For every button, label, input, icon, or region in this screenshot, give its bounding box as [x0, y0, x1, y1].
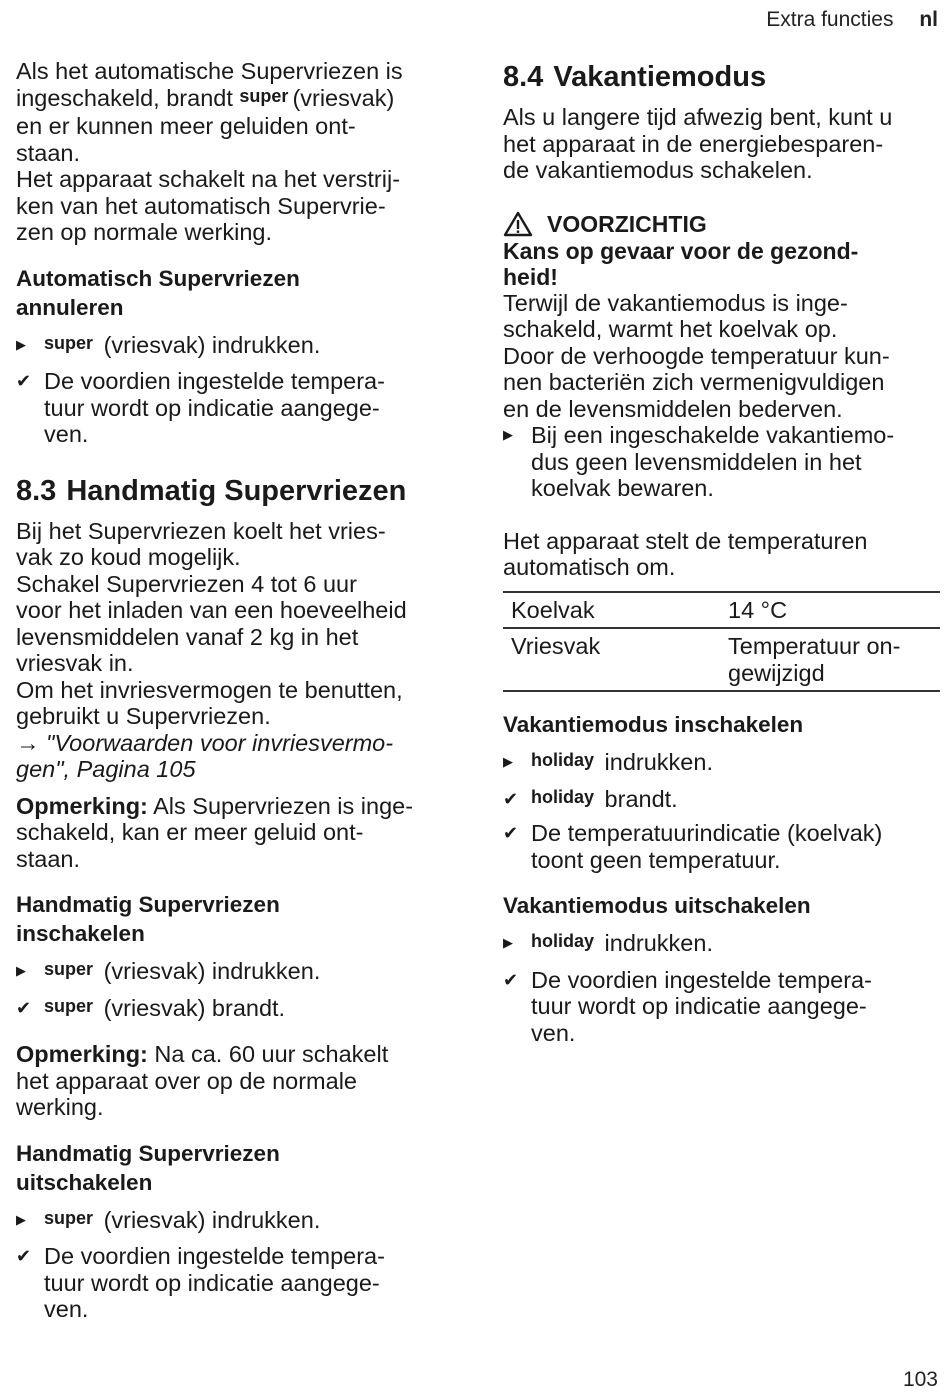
vakantie-on-result: ✔ holiday brandt. — [503, 785, 678, 812]
warning-body: Terwijl de vakantiemodus is inge- schakeld, warmt het koelvak op. Door de verhoogde temperatuur kun- nen bacteriën zich vermenigvuldigen en de levensmiddelen bederven. — [503, 289, 890, 422]
holiday-key-label: holiday — [531, 786, 595, 807]
vakantie-on-step: ▶ holiday indrukken. — [503, 749, 713, 775]
super-key-label: super — [44, 1207, 94, 1228]
table-cell-value: 14 °C — [720, 592, 940, 629]
header-section-title: Extra functies — [766, 8, 894, 31]
triangle-right-icon: ▶ — [503, 935, 513, 950]
page-header — [766, 8, 938, 32]
cross-reference-link[interactable]: → "Voorwaarden voor invriesvermo- — [16, 729, 394, 756]
warning-subtitle: Kans op gevaar voor de gezond- heid! — [503, 237, 859, 290]
check-mark-icon: ✔ — [16, 997, 32, 1018]
section-heading-8-3: 8.3 Handmatig Supervriezen — [16, 474, 407, 507]
table-row — [503, 628, 940, 691]
check-mark-icon: ✔ — [503, 788, 519, 809]
check-mark-icon: ✔ — [503, 823, 519, 843]
check-mark-icon: ✔ — [16, 1246, 32, 1266]
manual-on-result: ✔ super (vriesvak) brandt. — [16, 994, 286, 1021]
note-1: Opmerking: Als Supervriezen is inge- schakeld, kan er meer geluid ont- staan. — [16, 792, 414, 872]
note-label: Opmerking: — [16, 792, 148, 819]
table-cell-zone: Koelvak — [503, 592, 720, 629]
check-mark-icon: ✔ — [503, 969, 519, 990]
table-cell-zone: Vriesvak — [503, 628, 720, 691]
super-key-label: super — [239, 85, 289, 106]
note-2: Opmerking: Na ca. 60 uur schakelt het apparaat over op de normale werking. — [16, 1041, 389, 1120]
right-column — [503, 58, 940, 1046]
holiday-key-label: holiday — [531, 931, 595, 951]
super-key-label: super — [44, 959, 94, 979]
auto-temperature-text: Het apparaat stelt de temperaturen automatisch om. — [503, 527, 868, 580]
cancel-step: ▶ super (vriesvak) indrukken. — [16, 331, 321, 358]
cross-reference-link-continued[interactable]: gen", Pagina 105 — [16, 756, 196, 782]
super-key-label: super — [44, 995, 94, 1016]
vakantie-off-heading: Vakantiemodus uitschakelen — [503, 893, 811, 918]
manual-off-heading: Handmatig Supervriezen uitschakelen — [16, 1140, 280, 1195]
table-cell-value: Temperatuur on- gewijzigd — [720, 628, 940, 691]
left-column — [16, 58, 456, 1323]
cancel-heading: Automatisch Supervriezen annuleren — [16, 265, 300, 320]
header-language: nl — [919, 8, 938, 31]
manual-on-heading: Handmatig Supervriezen inschakelen — [16, 892, 280, 946]
manual-off-result: ✔ De voordien ingestelde tempera- tuur wordt op indicatie aangege- ven. — [16, 1243, 385, 1322]
manual-on-step: ▶ super (vriesvak) indrukken. — [16, 958, 321, 984]
warning-triangle-icon — [503, 211, 533, 237]
triangle-right-icon: ▶ — [16, 963, 26, 978]
manual-off-step: ▶ super (vriesvak) indrukken. — [16, 1206, 321, 1233]
vakantiemodus-intro: Als u langere tijd afwezig bent, kunt u het apparaat in de energiebesparen- de vakantiemodus schakelen. — [503, 104, 893, 183]
warning-title: VOORZICHTIG — [503, 210, 940, 238]
triangle-right-icon: ▶ — [503, 427, 513, 442]
vakantie-off-result: ✔ De voordien ingestelde tempera- tuur wordt op indicatie aangege- ven. — [503, 966, 872, 1046]
section-heading-8-4: 8.4 Vakantiemodus — [503, 61, 767, 93]
check-mark-icon: ✔ — [16, 371, 32, 391]
temperature-table — [503, 591, 940, 693]
super-key-label: super — [44, 332, 94, 353]
section-8-3-body: Bij het Supervriezen koelt het vries- vak zo koud mogelijk. Schakel Supervriezen 4 tot 6 uur voor het inladen van een hoeveelheid levensmiddelen vanaf 2 kg in het vriesvak in. Om het invriesvermogen te benutten, gebruikt u Supervriezen. → "Voorwaarden voor invriesvermo- gen", Pagina 105 — [16, 518, 456, 783]
note-label: Opmerking: — [16, 1041, 148, 1067]
vakantie-off-step: ▶ holiday indrukken. — [503, 930, 713, 956]
triangle-right-icon: ▶ — [16, 336, 26, 352]
arrow-right-icon: → — [16, 729, 40, 756]
vakantie-on-heading: Vakantiemodus inschakelen — [503, 712, 804, 737]
page-number: 103 — [902, 1368, 938, 1391]
table-row — [503, 592, 940, 629]
vakantie-on-result-2: ✔ De temperatuurindicatie (koelvak) toont geen temperatuur. — [503, 820, 883, 873]
cancel-result: ✔ De voordien ingestelde tempera- tuur wordt op indicatie aangege- ven. — [16, 368, 385, 447]
warning-step: ▶ Bij een ingeschakelde vakantiemo- dus geen levensmiddelen in het koelvak bewaren. — [503, 422, 895, 501]
holiday-key-label: holiday — [531, 750, 595, 770]
triangle-right-icon: ▶ — [16, 1211, 26, 1227]
auto-supervriezen-intro: Als het automatische Supervriezen is ingeschakeld, brandt super (vriesvak) en er kunnen meer geluiden ont- staan. Het apparaat schakelt na het verstrij- ken van het automatisch Supervrie- zen op normale werking. — [16, 58, 403, 245]
triangle-right-icon: ▶ — [503, 754, 513, 769]
